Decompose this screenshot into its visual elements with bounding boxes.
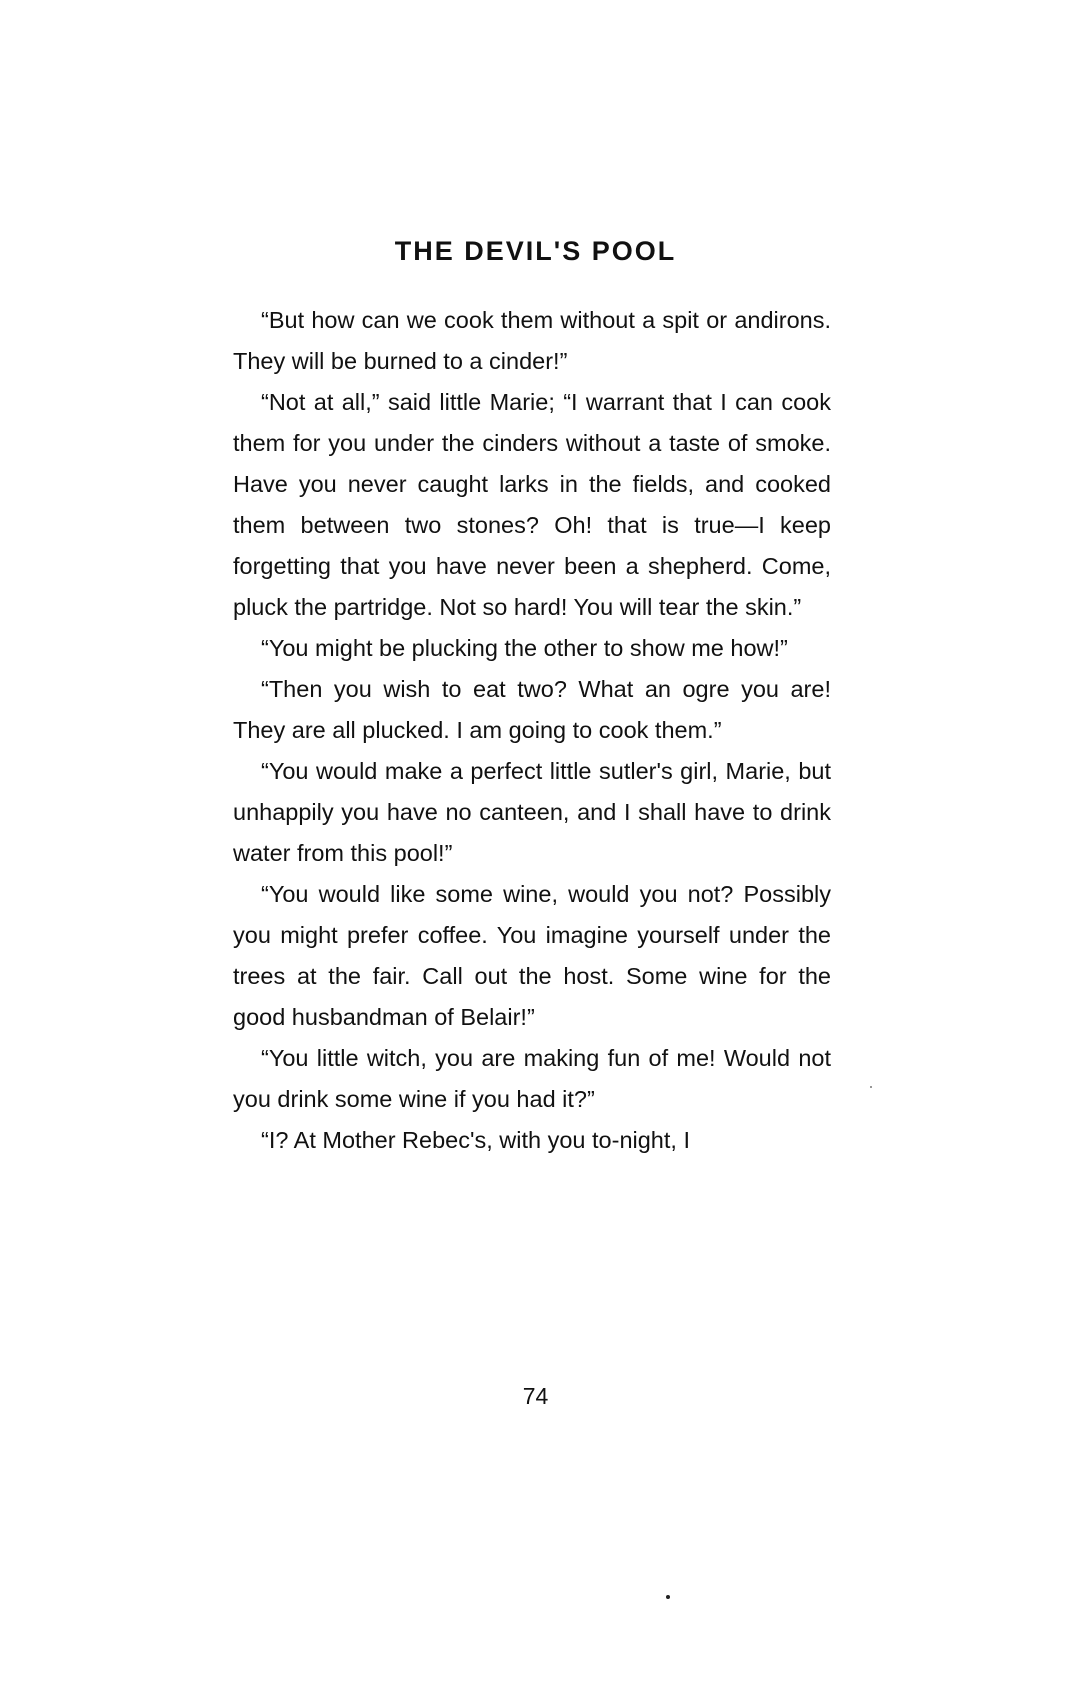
body-text xyxy=(233,300,831,1161)
paragraph: “You would like some wine, would you not? Possibly you might prefer coffee. You imagine yourself under the trees at the fair. Call out the host. Some wine for the good husbandman of Belair!” xyxy=(233,881,831,1030)
paragraph: “I? At Mother Rebec's, with you to-night, I xyxy=(261,1127,690,1153)
running-head: THE DEVIL'S POOL xyxy=(394,236,677,266)
paragraph: “You little witch, you are making fun of me! Would not you drink some wine if you had it?” xyxy=(233,1045,831,1112)
paragraph: “You might be plucking the other to show me how!” xyxy=(261,635,788,661)
paragraph: “Not at all,” said little Marie; “I warrant that I can cook them for you under the cinders without a taste of smoke. Have you never caught larks in the fields, and cooked them between two stones? Oh! that is true—I keep forgetting that you have never been a shepherd. Come, pluck the partridge. Not so hard! You will tear the skin.” xyxy=(233,389,831,620)
paragraph: “You would make a perfect little sutler's girl, Marie, but unhappily you have no canteen, and I shall have to drink water from this pool!” xyxy=(233,758,831,866)
paragraph: “Then you wish to eat two? What an ogre you are! They are all plucked. I am going to cook them.” xyxy=(233,676,831,743)
ink-speck xyxy=(870,1086,872,1088)
page-number: 74 xyxy=(522,1383,549,1409)
paragraph: “But how can we cook them without a spit or andirons. They will be burned to a cinder!” xyxy=(233,307,831,374)
ink-speck xyxy=(666,1595,670,1599)
